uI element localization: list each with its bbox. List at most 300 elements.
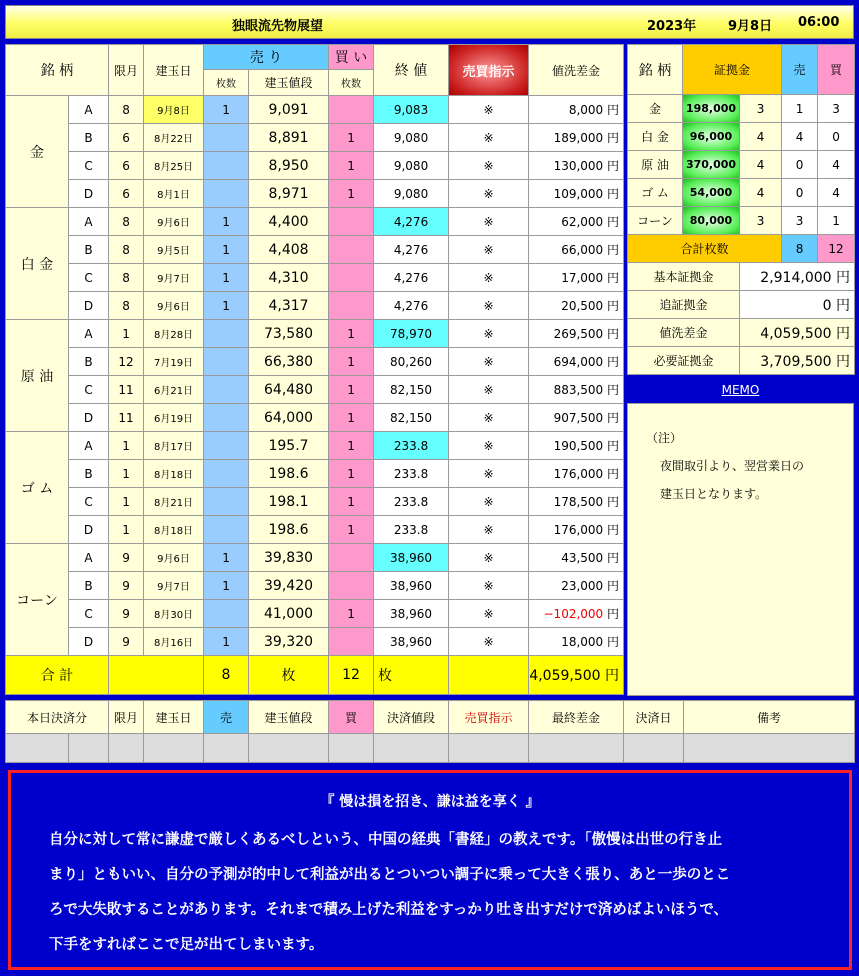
row-diff-yen: 円: [607, 299, 620, 313]
row-diff-yen: 円: [607, 607, 620, 621]
row-date: 8月28日: [144, 320, 204, 348]
row-diff-yen: 円: [607, 467, 620, 481]
row-close: 80,260: [374, 348, 449, 376]
row-diff-yen: 円: [607, 103, 620, 117]
row-price[interactable]: 64,000: [249, 404, 329, 432]
sum-row: [628, 319, 855, 347]
row-price[interactable]: 4,317: [249, 292, 329, 320]
margin-sell: 1: [782, 95, 818, 123]
row-sell-qty[interactable]: [204, 180, 249, 208]
table-row: [6, 432, 624, 460]
row-date: 8月18日: [144, 460, 204, 488]
settle-col: 建玉日: [144, 701, 204, 734]
row-sell-qty[interactable]: 1: [204, 96, 249, 124]
row-sell-qty[interactable]: [204, 404, 249, 432]
memo-line: （注）: [646, 431, 683, 445]
row-sell-qty[interactable]: [204, 600, 249, 628]
row-month: 6: [109, 152, 144, 180]
margin-row: [628, 207, 855, 235]
row-month: 8: [109, 264, 144, 292]
row-close: 38,960: [374, 600, 449, 628]
row-price[interactable]: 39,420: [249, 572, 329, 600]
row-mark: ※: [449, 96, 529, 124]
row-diff-value: 23,000: [561, 579, 604, 593]
row-sell-qty[interactable]: [204, 152, 249, 180]
total-buy: 12: [329, 656, 374, 695]
row-date: 9月8日: [144, 96, 204, 124]
row-buy-qty[interactable]: 1: [329, 404, 374, 432]
row-price[interactable]: 195.7: [249, 432, 329, 460]
row-diff: [529, 516, 624, 544]
row-sell-qty[interactable]: [204, 124, 249, 152]
margin-count: 4: [740, 123, 782, 151]
margin-row: [628, 123, 855, 151]
memo-title[interactable]: MEMO: [627, 380, 854, 402]
page-title: 独眼流先物展望: [232, 19, 324, 34]
settle-col: 決済日: [624, 701, 684, 734]
margin-sell: 0: [782, 151, 818, 179]
sum-value: [740, 291, 855, 319]
row-mark: ※: [449, 376, 529, 404]
row-date: 8月21日: [144, 488, 204, 516]
row-sell-qty[interactable]: [204, 348, 249, 376]
row-buy-qty[interactable]: 1: [329, 488, 374, 516]
row-price[interactable]: 4,408: [249, 236, 329, 264]
row-close: 4,276: [374, 292, 449, 320]
table-row: [6, 152, 624, 180]
row-price[interactable]: 8,891: [249, 124, 329, 152]
row-class: B: [69, 124, 109, 152]
sum-value-yen: 円: [836, 325, 851, 342]
row-buy-qty[interactable]: 1: [329, 124, 374, 152]
row-sell-qty[interactable]: 1: [204, 572, 249, 600]
row-sell-qty[interactable]: [204, 460, 249, 488]
margin-name: 白 金: [628, 123, 683, 151]
col-maisu: 枚数: [204, 70, 249, 96]
row-price[interactable]: 9,091: [249, 96, 329, 124]
row-diff-value: 694,000: [553, 355, 604, 369]
row-diff-value: 20,500: [561, 299, 604, 313]
total-sell-unit: 枚: [249, 656, 329, 695]
settle-col: 備考: [684, 701, 855, 734]
sum-row: [628, 291, 855, 319]
margin-buy: 1: [818, 207, 855, 235]
row-diff: [529, 404, 624, 432]
row-sell-qty[interactable]: [204, 516, 249, 544]
table-row: [6, 628, 624, 656]
row-buy-qty[interactable]: [329, 208, 374, 236]
commodity-name: 金: [6, 96, 69, 208]
row-month: 9: [109, 572, 144, 600]
row-mark: ※: [449, 404, 529, 432]
col-maisu2: 枚数: [329, 70, 374, 96]
table-row: [6, 376, 624, 404]
row-mark: ※: [449, 432, 529, 460]
row-month: 8: [109, 236, 144, 264]
row-diff-value: 178,500: [553, 495, 604, 509]
row-sell-qty[interactable]: [204, 432, 249, 460]
margin-count: 3: [740, 95, 782, 123]
count-sell: 8: [782, 235, 818, 263]
row-sell-qty[interactable]: 1: [204, 236, 249, 264]
row-diff-yen: 円: [607, 243, 620, 257]
row-class: D: [69, 404, 109, 432]
settle-cell[interactable]: [109, 734, 144, 763]
header-date: 9月8日: [728, 19, 773, 34]
row-class: C: [69, 376, 109, 404]
margin-amount: 54,000: [683, 179, 740, 207]
row-close: 4,276: [374, 264, 449, 292]
margin-row: [628, 179, 855, 207]
row-mark: ※: [449, 460, 529, 488]
margin-table: [627, 44, 855, 375]
count-row: [628, 235, 855, 263]
row-mark: ※: [449, 208, 529, 236]
quote-body: [11, 811, 849, 963]
sum-value: [740, 319, 855, 347]
row-buy-qty[interactable]: [329, 236, 374, 264]
row-month: 6: [109, 124, 144, 152]
row-date: 9月5日: [144, 236, 204, 264]
row-class: C: [69, 488, 109, 516]
settle-cell[interactable]: [204, 734, 249, 763]
row-date: 9月6日: [144, 544, 204, 572]
settle-cell[interactable]: [249, 734, 329, 763]
col-kai: 買 い: [329, 45, 374, 70]
count-label: 合計枚数: [628, 235, 782, 263]
row-month: 9: [109, 600, 144, 628]
row-close: 82,150: [374, 376, 449, 404]
row-month: 8: [109, 96, 144, 124]
row-sell-qty[interactable]: [204, 488, 249, 516]
row-close: 9,083: [374, 96, 449, 124]
row-diff: [529, 180, 624, 208]
row-sell-qty[interactable]: 1: [204, 544, 249, 572]
row-sell-qty[interactable]: 1: [204, 292, 249, 320]
row-mark: ※: [449, 264, 529, 292]
row-diff: [529, 460, 624, 488]
row-diff-value: −102,000: [543, 607, 604, 621]
row-diff-value: 109,000: [553, 187, 604, 201]
row-month: 12: [109, 348, 144, 376]
row-diff-value: 269,500: [553, 327, 604, 341]
row-date: 8月1日: [144, 180, 204, 208]
row-month: 1: [109, 516, 144, 544]
row-diff: [529, 264, 624, 292]
row-date: 8月18日: [144, 516, 204, 544]
commodity-name: 白 金: [6, 208, 69, 320]
margin-count: 3: [740, 207, 782, 235]
settle-cell[interactable]: [624, 734, 684, 763]
row-sell-qty[interactable]: [204, 320, 249, 348]
row-class: A: [69, 544, 109, 572]
row-price[interactable]: 66,380: [249, 348, 329, 376]
row-diff-value: 189,000: [553, 131, 604, 145]
sum-value-number: 2,914,000: [760, 269, 832, 286]
row-price[interactable]: 8,950: [249, 152, 329, 180]
row-buy-qty[interactable]: [329, 96, 374, 124]
row-diff: [529, 208, 624, 236]
table-row: [6, 180, 624, 208]
row-buy-qty[interactable]: 1: [329, 152, 374, 180]
row-diff-yen: 円: [607, 355, 620, 369]
quote-line: ろで大失敗することがあります。それまで積み上げた利益をすっかり吐き出すだけで済めばよいほうで、: [49, 902, 729, 918]
margin-sell: 3: [782, 207, 818, 235]
row-buy-qty[interactable]: [329, 292, 374, 320]
row-diff-yen: 円: [607, 439, 620, 453]
row-date: 8月17日: [144, 432, 204, 460]
table-row: [6, 124, 624, 152]
sum-row: [628, 347, 855, 375]
commodity-name: 原 油: [6, 320, 69, 432]
row-class: A: [69, 96, 109, 124]
row-sell-qty[interactable]: [204, 376, 249, 404]
row-price[interactable]: 4,310: [249, 264, 329, 292]
count-buy: 12: [818, 235, 855, 263]
table-row: [6, 544, 624, 572]
margin-name: 金: [628, 95, 683, 123]
settle-col: 建玉値段: [249, 701, 329, 734]
row-diff-value: 17,000: [561, 271, 604, 285]
margin-name: 原 油: [628, 151, 683, 179]
row-price[interactable]: 64,480: [249, 376, 329, 404]
table-row: [6, 320, 624, 348]
settle-cell[interactable]: [6, 734, 69, 763]
row-diff-yen: 円: [607, 411, 620, 425]
table-row: [6, 292, 624, 320]
row-buy-qty[interactable]: [329, 628, 374, 656]
row-diff-value: 62,000: [561, 215, 604, 229]
row-buy-qty[interactable]: 1: [329, 320, 374, 348]
row-buy-qty[interactable]: 1: [329, 432, 374, 460]
col-uri: 売 り: [204, 45, 329, 70]
quote-title: 『 慢は損を招き、謙は益を享く 』: [320, 794, 540, 810]
table-row: [6, 460, 624, 488]
margin-name: ゴ ム: [628, 179, 683, 207]
row-buy-qty[interactable]: 1: [329, 348, 374, 376]
row-mark: ※: [449, 628, 529, 656]
memo-panel: [627, 380, 854, 696]
row-diff-yen: 円: [607, 635, 620, 649]
row-close: 78,970: [374, 320, 449, 348]
sum-value: [740, 263, 855, 291]
col-diff: 値洗差金: [529, 45, 624, 96]
row-price[interactable]: 39,830: [249, 544, 329, 572]
header-bar: [5, 5, 854, 39]
row-class: A: [69, 208, 109, 236]
row-sell-qty[interactable]: 1: [204, 264, 249, 292]
row-buy-qty[interactable]: 1: [329, 516, 374, 544]
row-mark: ※: [449, 236, 529, 264]
settle-cell[interactable]: [374, 734, 449, 763]
row-sell-qty[interactable]: 1: [204, 208, 249, 236]
row-diff: [529, 572, 624, 600]
table-row: [6, 516, 624, 544]
row-mark: ※: [449, 180, 529, 208]
row-close: 9,080: [374, 180, 449, 208]
row-date: 8月22日: [144, 124, 204, 152]
row-class: A: [69, 432, 109, 460]
row-diff-value: 883,500: [553, 383, 604, 397]
row-month: 1: [109, 432, 144, 460]
total-label: 合 計: [6, 656, 109, 695]
settle-cell[interactable]: [144, 734, 204, 763]
row-diff-value: 907,500: [553, 411, 604, 425]
row-close: 38,960: [374, 544, 449, 572]
row-buy-qty[interactable]: [329, 544, 374, 572]
settle-col: 決済値段: [374, 701, 449, 734]
row-diff-yen: 円: [607, 579, 620, 593]
row-month: 1: [109, 488, 144, 516]
commodity-name: コーン: [6, 544, 69, 656]
row-price[interactable]: 198.6: [249, 516, 329, 544]
margin-row: [628, 95, 855, 123]
col-owarine: 終 値: [374, 45, 449, 96]
row-diff: [529, 124, 624, 152]
col-gengetsu: 限月: [109, 45, 144, 96]
row-diff: [529, 432, 624, 460]
margin-amount: 96,000: [683, 123, 740, 151]
row-diff-value: 8,000: [568, 103, 604, 117]
sum-label: 追証拠金: [628, 291, 740, 319]
margin-sell: 0: [782, 179, 818, 207]
side-col-margin: 証拠金: [683, 45, 782, 95]
row-class: D: [69, 180, 109, 208]
side-col-buy: 買: [818, 45, 855, 95]
row-close: 4,276: [374, 208, 449, 236]
row-diff: [529, 488, 624, 516]
row-date: 8月30日: [144, 600, 204, 628]
table-row: [6, 600, 624, 628]
sum-value-number: 4,059,500: [760, 325, 832, 342]
margin-amount: 198,000: [683, 95, 740, 123]
row-close: 233.8: [374, 488, 449, 516]
quote-line: 自分に対して常に謙虚で厳しくあるべしという、中国の経典「書経」の教えです。「傲慢は出世の行き止: [49, 832, 723, 848]
row-mark: ※: [449, 348, 529, 376]
row-diff-yen: 円: [607, 523, 620, 537]
memo-body: [627, 403, 854, 696]
row-price[interactable]: 198.1: [249, 488, 329, 516]
row-sell-qty[interactable]: 1: [204, 628, 249, 656]
row-month: 9: [109, 544, 144, 572]
sum-value-yen: 円: [836, 269, 851, 286]
side-col-meigara: 銘 柄: [628, 45, 683, 95]
positions-table: [5, 44, 624, 695]
row-diff-value: 176,000: [553, 523, 604, 537]
row-price[interactable]: 4,400: [249, 208, 329, 236]
settle-cell[interactable]: [529, 734, 624, 763]
row-date: 8月25日: [144, 152, 204, 180]
row-diff: [529, 320, 624, 348]
row-price[interactable]: 39,320: [249, 628, 329, 656]
row-price[interactable]: 73,580: [249, 320, 329, 348]
row-close: 9,080: [374, 152, 449, 180]
row-price[interactable]: 8,971: [249, 180, 329, 208]
table-row: [6, 488, 624, 516]
row-diff-yen: 円: [607, 383, 620, 397]
row-buy-qty[interactable]: [329, 264, 374, 292]
row-diff-value: 190,500: [553, 439, 604, 453]
settle-cell[interactable]: [69, 734, 109, 763]
row-diff-yen: 円: [607, 327, 620, 341]
row-mark: ※: [449, 488, 529, 516]
settle-cell[interactable]: [449, 734, 529, 763]
row-diff-value: 43,500: [561, 551, 604, 565]
row-buy-qty[interactable]: 1: [329, 460, 374, 488]
sum-value-number: 0: [822, 297, 832, 314]
sum-row: [628, 263, 855, 291]
table-row: [6, 236, 624, 264]
total-diff: 4,059,500 円: [529, 656, 624, 695]
margin-sell: 4: [782, 123, 818, 151]
row-buy-qty[interactable]: 1: [329, 180, 374, 208]
row-price[interactable]: 198.6: [249, 460, 329, 488]
margin-row: [628, 151, 855, 179]
row-diff-value: 130,000: [553, 159, 604, 173]
row-diff: [529, 544, 624, 572]
total-sell: 8: [204, 656, 249, 695]
row-buy-qty[interactable]: 1: [329, 600, 374, 628]
settle-col: 本日決済分: [6, 701, 109, 734]
row-month: 11: [109, 404, 144, 432]
row-mark: ※: [449, 292, 529, 320]
margin-name: コーン: [628, 207, 683, 235]
row-mark: ※: [449, 320, 529, 348]
memo-line: 建玉日となります。: [660, 487, 768, 501]
row-close: 38,960: [374, 628, 449, 656]
row-buy-qty[interactable]: [329, 572, 374, 600]
margin-count: 4: [740, 179, 782, 207]
row-date: 8月16日: [144, 628, 204, 656]
row-diff: [529, 152, 624, 180]
settle-col: 買: [329, 701, 374, 734]
settlement-table: [5, 700, 855, 763]
margin-amount: 80,000: [683, 207, 740, 235]
row-buy-qty[interactable]: 1: [329, 376, 374, 404]
row-diff: [529, 236, 624, 264]
sum-value-yen: 円: [836, 353, 851, 370]
row-close: 38,960: [374, 572, 449, 600]
row-mark: ※: [449, 572, 529, 600]
row-date: 9月7日: [144, 572, 204, 600]
commodity-name: ゴ ム: [6, 432, 69, 544]
row-date: 6月19日: [144, 404, 204, 432]
row-class: A: [69, 320, 109, 348]
sum-label: 必要証拠金: [628, 347, 740, 375]
row-diff: [529, 96, 624, 124]
row-mark: ※: [449, 516, 529, 544]
row-diff-yen: 円: [607, 131, 620, 145]
row-price[interactable]: 41,000: [249, 600, 329, 628]
row-diff-yen: 円: [607, 271, 620, 285]
row-month: 11: [109, 376, 144, 404]
settle-col: 売: [204, 701, 249, 734]
row-date: 6月21日: [144, 376, 204, 404]
row-diff: [529, 376, 624, 404]
quote-panel: [8, 770, 852, 970]
row-diff: [529, 628, 624, 656]
settle-cell[interactable]: [684, 734, 855, 763]
margin-buy: 4: [818, 151, 855, 179]
settle-col: 限月: [109, 701, 144, 734]
row-diff-value: 176,000: [553, 467, 604, 481]
sign-button[interactable]: 売買指示: [449, 45, 529, 96]
row-month: 6: [109, 180, 144, 208]
settle-cell[interactable]: [329, 734, 374, 763]
row-diff-yen: 円: [607, 495, 620, 509]
row-month: 1: [109, 320, 144, 348]
sum-value-number: 3,709,500: [760, 353, 832, 370]
